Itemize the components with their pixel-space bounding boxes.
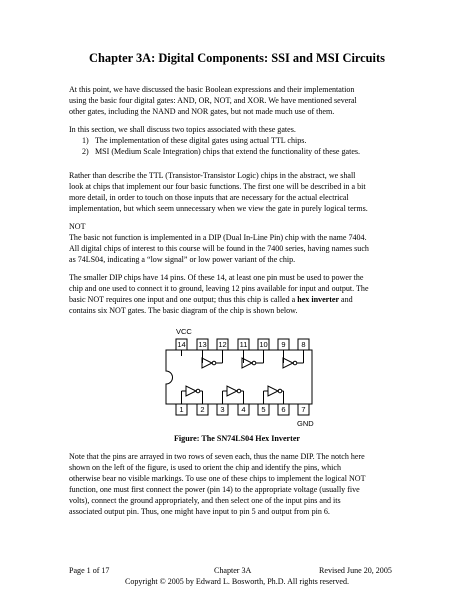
- pin-label: 13: [198, 340, 207, 349]
- rather-line: implementation, but which seem unnecessary when we view the gate in purely logical terms.: [69, 204, 368, 214]
- pins-paragraph: [69, 272, 419, 316]
- vcc-label: VCC: [176, 327, 192, 336]
- footer-copyright: Copyright © 2005 by Edward L. Bosworth, Ph.D. All rights reserved.: [124, 577, 350, 586]
- rather-paragraph: [69, 170, 419, 214]
- list-number: 1): [82, 136, 89, 145]
- note-line: shown on the left of the figure, is used to orient the chip and identify the pins, which: [69, 463, 341, 473]
- rather-line: Rather than describe the TTL (Transistor-Transistor Logic) chips in the abstract, we shall: [69, 171, 356, 180]
- note-line: associated output pin. Thus, one might have input to pin 5 and output from pin 6.: [69, 507, 330, 517]
- pin-label: 6: [281, 405, 286, 414]
- not-gate: [182, 386, 203, 404]
- intro-line: At this point, we have discussed the basic Boolean expressions and their implementation: [69, 85, 355, 94]
- pins-line-start: basic NOT requires one input and one output; thus this chip is called a: [69, 295, 298, 305]
- list-text: The implementation of these digital gates using actual TTL chips.: [95, 136, 307, 145]
- not-line: as 74LS04, indicating a “low signal” or low power variant of the chip.: [69, 255, 296, 265]
- footer-chapter: Chapter 3A: [214, 566, 252, 575]
- not-paragraph: [69, 232, 419, 265]
- pins-line: chip and one used to connect it to ground, leaving 12 pins available for input and output. The: [69, 284, 369, 294]
- not-line: All digital chips of interest to this course will be found in the 7400 series, having names such: [69, 244, 369, 254]
- list-item: [82, 135, 306, 146]
- note-line: function, one must first connect the power (pin 14) to the appropriate voltage (usually five: [69, 485, 360, 495]
- pin-label: 11: [239, 340, 248, 349]
- pin-label: 14: [177, 340, 186, 349]
- not-gate: [283, 350, 304, 368]
- pins-line: [69, 294, 419, 305]
- not-gate: [223, 386, 244, 404]
- gnd-label: GND: [297, 419, 314, 428]
- intro-paragraph: [69, 84, 419, 117]
- list-text: MSI (Medium Scale Integration) chips that extend the functionality of these gates.: [95, 147, 361, 156]
- pin-label: 12: [218, 340, 227, 349]
- not-line: The basic not function is implemented in a DIP (Dual In-Line Pin) chip with the name 7404.: [69, 233, 367, 242]
- pin-label: 10: [259, 340, 268, 349]
- note-paragraph: [69, 451, 419, 518]
- chip-body: [166, 350, 312, 404]
- figure-caption: Figure: The SN74LS04 Hex Inverter: [173, 434, 301, 443]
- intro-line: other gates, including the NAND and NOR gates, but not made much use of them.: [69, 107, 335, 117]
- pin-label: 4: [241, 405, 246, 414]
- pin-label: 1: [179, 405, 184, 414]
- note-line: Note that the pins are arrayed in two rows of seven each, thus the name DIP. The notch here: [69, 452, 365, 461]
- hex-inverter-term: hex inverter: [297, 295, 340, 305]
- list-item: [82, 146, 360, 157]
- not-gate: [264, 386, 284, 404]
- page-title: Chapter 3A: Digital Components: SSI and MSI Circuits: [89, 51, 385, 65]
- rather-line: more detail, in order to touch on those inputs that are necessary for the actual electrical: [69, 193, 349, 203]
- pin-label: 5: [261, 405, 266, 414]
- pins-line-end: and: [339, 295, 353, 305]
- note-line: volts), connect the ground appropriately, and then select one of the input pins and its: [69, 496, 341, 506]
- pin-label: 8: [301, 340, 306, 349]
- note-line: otherwise bear no visible markings. To use one of these chips to implement the logical NOT: [69, 474, 366, 484]
- intro-line: using the basic four digital gates: AND, OR, NOT, and XOR. We have mentioned several: [69, 96, 357, 106]
- pin-label: 3: [220, 405, 225, 414]
- footer-page-number: Page 1 of 17: [69, 566, 110, 575]
- hex-inverter-diagram: [150, 320, 330, 432]
- pins-line: The smaller DIP chips have 14 pins. Of these 14, at least one pin must be used to power the: [69, 273, 364, 282]
- section-intro: In this section, we shall discuss two topics associated with these gates.: [69, 125, 296, 134]
- pins-line: contains six NOT gates. The basic diagram of the chip is shown below.: [69, 306, 298, 316]
- rather-line: look at chips that implement our four basic functions. The first one will be described in a bit: [69, 182, 366, 192]
- pin-label: 7: [301, 405, 306, 414]
- list-number: 2): [82, 147, 89, 156]
- not-heading: NOT: [69, 222, 86, 231]
- pin-label: 2: [200, 405, 205, 414]
- pin-label: 9: [281, 340, 286, 349]
- not-gate: [242, 350, 264, 368]
- not-gate: [202, 350, 223, 368]
- footer-revised-date: Revised June 20, 2005: [319, 566, 392, 575]
